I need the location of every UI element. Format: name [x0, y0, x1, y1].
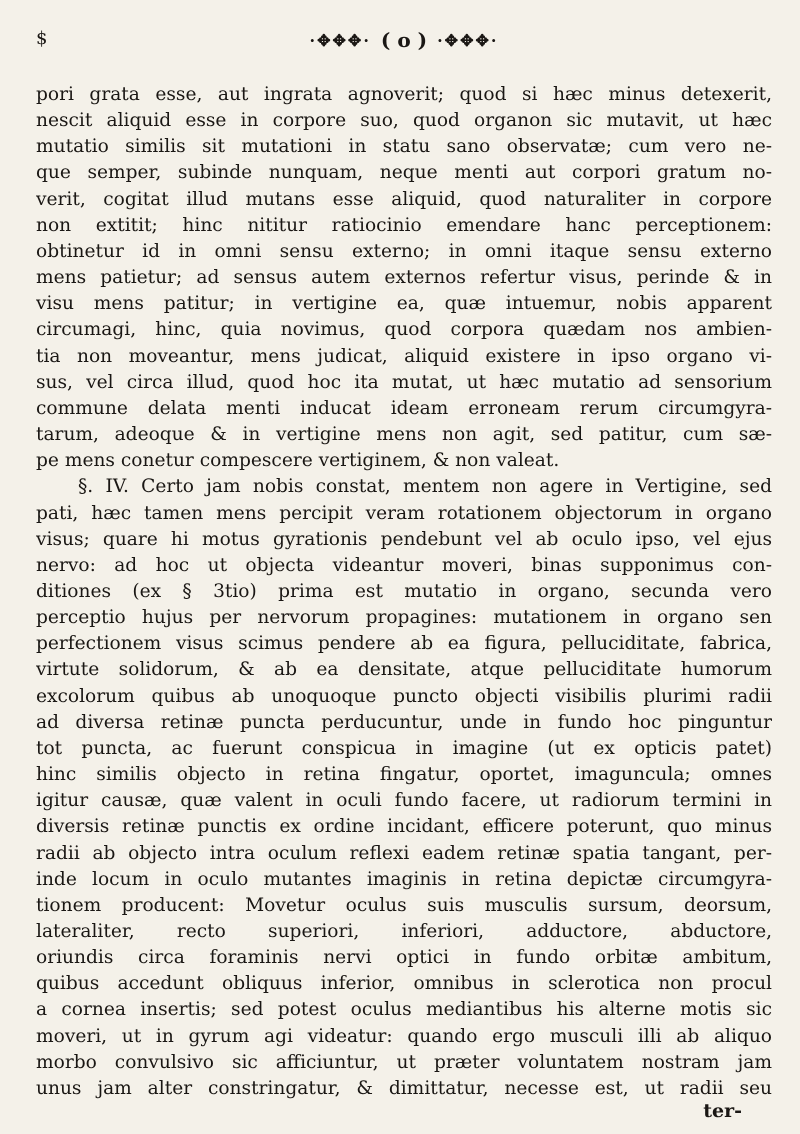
text-line: ditiones (ex § 3tio) prima est mutatio in organo, secunda vero	[36, 580, 772, 602]
text-line: lateraliter, recto superiori, inferiori, adductore, abductore,	[36, 921, 772, 942]
catchword: ter-	[703, 1100, 742, 1122]
text-line: verit, cogitat illud mutans esse aliquid, quod naturaliter in corpore	[36, 188, 772, 210]
text-line: circumagi, hinc, quia novimus, quod corpora quædam nos ambien-	[36, 319, 772, 341]
text-line: igitur causæ, quæ valent in oculi fundo facere, ut radiorum termini in	[36, 790, 772, 812]
text-line: a cornea insertis; sed potest oculus mediantibus his alterne motis sic	[36, 999, 772, 1021]
text-line: tarum, adeoque & in vertigine mens non agit, sed patitur, cum sæ-	[36, 424, 772, 446]
text-line: hinc similis objecto in retina fingatur, oportet, imaguncula; omnes	[36, 764, 772, 786]
text-line: mens patietur; ad sensus autem externos refertur visus, perinde & in	[36, 267, 772, 289]
text-line: tot puncta, ac fuerunt conspicua in imagine (ut ex opticis patet)	[36, 737, 772, 759]
text-line: mutatio similis sit mutationi in statu sano observatæ; cum vero ne-	[36, 136, 772, 158]
text-line: diversis retinæ punctis ex ordine incidant, efficere poterunt, quo minus	[36, 816, 772, 838]
text-line: moveri, ut in gyrum agi videatur: quando ergo musculi illi ab aliquo	[36, 1025, 772, 1047]
text-line: non extitit; hinc nititur ratiocinio emendare hanc perceptionem:	[36, 214, 772, 236]
text-line: sus, vel circa illud, quod hoc ita mutat, ut hæc mutatio ad sensorium	[36, 371, 772, 393]
text-line: inde locum in oculo mutantes imaginis in retina depictæ circumgyra-	[36, 868, 772, 890]
section-heading-line: §. IV. Certo jam nobis constat, mentem non agere in Vertigine, sed	[78, 476, 772, 498]
text-line: visus; quare hi motus gyrationis pendebunt vel ab oculo ipso, vel ejus	[36, 528, 772, 550]
text-line: excolorum quibus ab unoquoque puncto objecti visibilis plurimi radii	[36, 685, 772, 707]
text-line: pori grata esse, aut ingrata agnoverit; quod si hæc minus detexerit,	[36, 84, 772, 105]
text-line: perfectionem visus scimus pendere ab ea figura, pelluciditate, fabrica,	[36, 633, 772, 655]
text-line: tia non moveantur, mens judicat, aliquid existere in ipso organo vi-	[36, 345, 772, 367]
text-line: radii ab objecto intra oculum reflexi eadem retinæ spatia tangant, per-	[36, 842, 772, 864]
text-line: unus jam alter constringatur, & dimittatur, necesse est, ut radii seu	[36, 1077, 772, 1099]
page-header	[36, 10, 772, 70]
text-line: obtinetur id in omni sensu externo; in omni itaque sensu externo	[36, 240, 772, 262]
header-ornament-right: ·✥✥✥·	[437, 30, 499, 50]
text-line: nescit aliquid esse in corpore suo, quod organon sic mutavit, ut hæc	[36, 110, 772, 132]
header-ornament-left: ·✥✥✥·	[309, 30, 371, 50]
text-line: perceptio hujus per nervorum propagines: mutationem in organo sen	[36, 607, 772, 629]
body-text	[36, 82, 772, 1102]
page-marker: ( o )	[380, 28, 428, 52]
text-line: virtute solidorum, & ab ea densitate, atque pelluciditate humorum	[36, 659, 772, 681]
text-line: pe mens conetur compescere vertiginem, & non valeat.	[36, 450, 560, 472]
text-line: ad diversa retinæ puncta perducuntur, unde in fundo hoc pinguntur	[36, 711, 772, 733]
text-line: oriundis circa foraminis nervi optici in fundo orbitæ ambitum,	[36, 947, 772, 969]
text-line: commune delata menti inducat ideam erroneam rerum circumgyra-	[36, 397, 772, 419]
text-line: visu mens patitur; in vertigine ea, quæ intuemur, nobis apparent	[36, 293, 772, 315]
text-line: que semper, subinde nunquam, neque menti aut corpori gratum no-	[36, 162, 772, 184]
text-line: morbo convulsivo sic afficiuntur, ut præter voluntatem nostram jam	[36, 1051, 772, 1073]
text-line: tionem producent: Movetur oculus suis musculis sursum, deorsum,	[36, 894, 772, 916]
text-line: nervo: ad hoc ut objecta videantur moveri, binas supponimus con-	[36, 554, 772, 576]
signature-mark: $	[36, 28, 48, 49]
text-line: pati, hæc tamen mens percipit veram rotationem objectorum in organo	[36, 502, 772, 524]
text-line: quibus accedunt obliquus inferior, omnibus in sclerotica non procul	[36, 973, 772, 995]
